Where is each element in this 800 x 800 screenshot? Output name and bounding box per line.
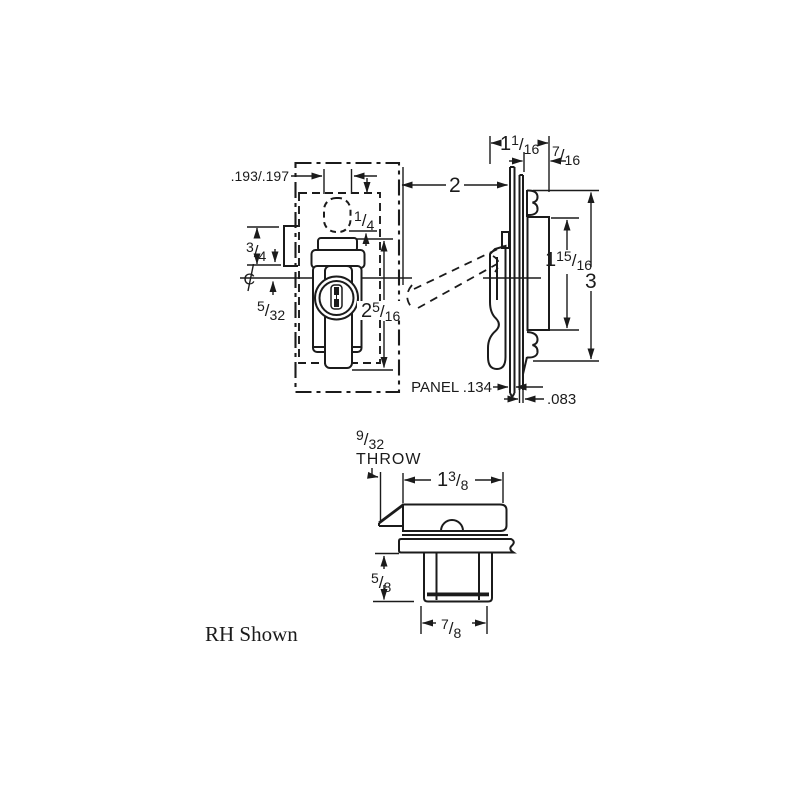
housing-channel — [528, 217, 550, 330]
cutout-width-label: 2 — [449, 174, 461, 197]
body-height-label: 25/16 — [361, 299, 401, 324]
slot-hole-dashed — [324, 198, 351, 232]
tab-height-label: 3/4 — [246, 239, 267, 264]
projection-arc — [407, 285, 413, 309]
latch-nose — [379, 505, 403, 526]
stem-width-label: 7/8 — [441, 616, 462, 641]
back-plate — [520, 175, 524, 403]
latch-body — [403, 505, 507, 532]
stem-height-label: 5/8 — [371, 570, 392, 595]
stem-bottom — [424, 598, 492, 602]
housing — [523, 190, 549, 374]
slot-dim-label: .193/.197 — [230, 168, 289, 184]
throw-value-label: 9/32 — [356, 427, 385, 452]
body-width-label: 13/8 — [437, 468, 469, 493]
hand-caption: RH Shown — [205, 622, 298, 646]
rear-depth-label: 7/16 — [552, 143, 581, 168]
overall-height-label: 3 — [585, 270, 597, 293]
cam-bar — [427, 593, 489, 597]
panel-tip — [512, 393, 514, 397]
side-view — [411, 132, 599, 408]
nose-diagonal — [379, 505, 403, 523]
housing-top-clip — [527, 190, 538, 215]
front-view — [231, 163, 508, 392]
centerline-symbol: C — [243, 271, 256, 289]
mounting-flange — [399, 539, 514, 553]
panel-thickness-label: PANEL .134 — [411, 379, 492, 396]
throw-label: THROW — [356, 451, 422, 468]
center-offset-label: 5/32 — [257, 298, 286, 323]
panel — [510, 167, 515, 397]
hole-width-label: 1/4 — [354, 208, 375, 233]
stem — [424, 553, 492, 602]
bottom-view — [356, 427, 514, 641]
housing-height-label: 115/16 — [545, 248, 593, 273]
latch-pawl — [488, 232, 509, 369]
rear-plate-label: .083 — [547, 391, 577, 408]
housing-bottom-clip — [527, 332, 538, 358]
projection-line — [418, 264, 497, 308]
total-depth-label: 11/16 — [500, 132, 540, 157]
leader-line — [372, 468, 378, 477]
